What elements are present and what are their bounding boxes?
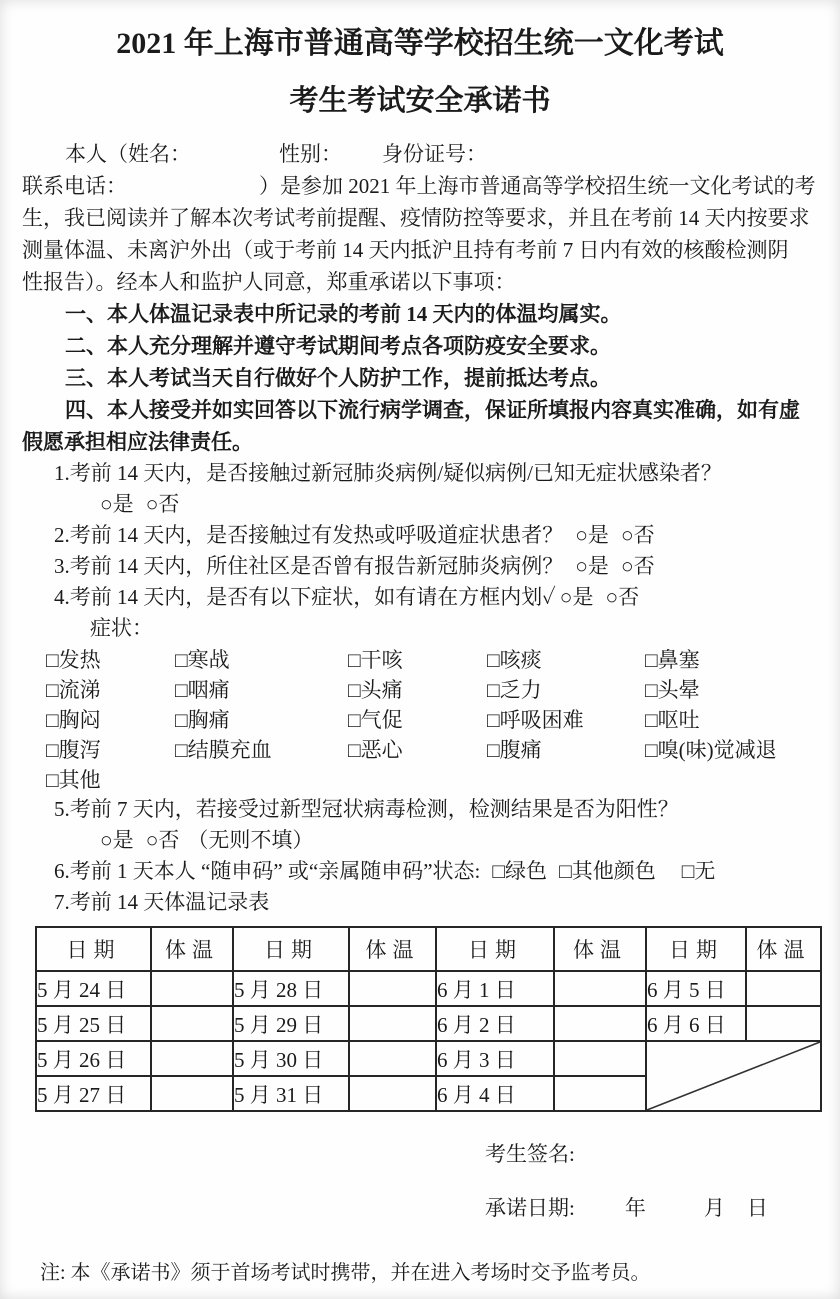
date-cell: 5 月 31 日: [233, 1076, 349, 1111]
signature-label: 考生签名:: [485, 1142, 575, 1166]
intro-line-5: 性报告）。经本人和监护人同意，郑重承诺以下事项：: [22, 270, 516, 294]
question-5: [54, 794, 822, 825]
radio-no-option[interactable]: ○否: [605, 585, 640, 609]
symptom-checkbox[interactable]: □气促: [348, 708, 403, 732]
temperature-cell[interactable]: [554, 1076, 646, 1111]
year-label: 年: [624, 1196, 646, 1220]
signature-block: [485, 1138, 822, 1224]
symptom-checkbox[interactable]: □胸痛: [175, 708, 230, 732]
date-cell: 6 月 6 日: [646, 1006, 746, 1041]
symptoms-label: 症状：: [90, 616, 153, 640]
symptom-checkbox[interactable]: □呕吐: [645, 708, 700, 732]
checkbox-other-color-option[interactable]: □其他颜色: [559, 859, 656, 883]
column-header-date: 日期: [233, 927, 349, 971]
date-cell: 5 月 25 日: [36, 1006, 151, 1041]
commitment-item-4: 四、本人接受并如实回答以下流行病学调查，保证所填报内容真实准确，如有虚: [65, 398, 800, 422]
question-2: [54, 520, 822, 551]
question-6: [54, 856, 822, 887]
temperature-cell[interactable]: [151, 971, 233, 1006]
intro-line-2: [22, 170, 822, 202]
column-header-date: 日期: [646, 927, 746, 971]
signature-line: [485, 1138, 822, 1170]
date-cell: 5 月 30 日: [233, 1041, 349, 1076]
commitment-item-1: 一、本人体温记录表中所记录的考前 14 天内的体温均属实。: [65, 302, 622, 326]
commitment-item-4-cont: 假愿承担相应法律责任。: [22, 430, 253, 454]
date-cell: 6 月 1 日: [436, 971, 554, 1006]
question-3: [54, 551, 822, 582]
checkbox-green-option[interactable]: □绿色: [492, 859, 548, 883]
date-cell: 5 月 29 日: [233, 1006, 349, 1041]
date-cell: 5 月 27 日: [36, 1076, 151, 1111]
gender-label: 性别：: [279, 142, 342, 166]
month-label: 月: [703, 1196, 725, 1220]
radio-yes-option[interactable]: ○是: [575, 554, 609, 578]
question-2-text: 2.考前 14 天内，是否接触过有发热或呼吸道症状患者？: [54, 523, 564, 547]
diagonal-line: [647, 1042, 820, 1110]
symptom-checkbox[interactable]: □乏力: [487, 678, 542, 702]
symptom-checkbox[interactable]: □结膜充血: [175, 738, 272, 762]
symptom-checkbox[interactable]: □其他: [46, 768, 101, 792]
page-subtitle: 考生考试安全承诺书: [289, 85, 551, 117]
phone-blank[interactable]: [127, 192, 259, 193]
temperature-cell[interactable]: [349, 1041, 436, 1076]
date-cell: 6 月 3 日: [436, 1041, 554, 1076]
date-cell: 6 月 5 日: [646, 971, 746, 1006]
temperature-cell[interactable]: [746, 1006, 821, 1041]
column-header-date: 日期: [436, 927, 554, 971]
symptom-checkbox[interactable]: □头晕: [645, 678, 700, 702]
footer-note: 注: 本《承诺书》须于首场考试时携带，并在进入考场时交予监考员。: [40, 1262, 651, 1284]
symptom-checkbox[interactable]: □嗅(味)觉减退: [645, 738, 777, 762]
table-row: [36, 971, 821, 1006]
question-1: [54, 458, 822, 489]
temperature-cell[interactable]: [554, 971, 646, 1006]
symptom-checkbox[interactable]: □干咳: [348, 648, 403, 672]
question-4-text: 4.考前 14 天内，是否有以下症状，如有请在方框内划✓: [54, 585, 556, 609]
radio-yes-option[interactable]: ○是: [100, 492, 134, 516]
date-cell: 5 月 24 日: [36, 971, 151, 1006]
page-title: 2021 年上海市普通高等学校招生统一文化考试: [116, 27, 724, 60]
radio-yes-option[interactable]: ○是: [559, 585, 594, 609]
question-3-text: 3.考前 14 天内，所住社区是否曾有报告新冠肺炎病例？: [54, 554, 564, 578]
column-header-date: 日期: [36, 927, 151, 971]
radio-no-option[interactable]: ○否: [145, 492, 180, 516]
symptom-checkbox[interactable]: □恶心: [348, 738, 403, 762]
checkbox-none-option[interactable]: □无: [681, 859, 716, 883]
radio-no-option[interactable]: ○否: [620, 523, 655, 547]
temperature-cell[interactable]: [554, 1006, 646, 1041]
date-label: 承诺日期:: [485, 1196, 575, 1220]
symptom-checkbox[interactable]: □胸闷: [46, 708, 101, 732]
symptom-checkbox[interactable]: □腹泻: [46, 738, 101, 762]
gender-blank[interactable]: [342, 160, 382, 161]
date-cell: 5 月 26 日: [36, 1041, 151, 1076]
radio-no-option[interactable]: ○否: [145, 828, 180, 852]
radio-no-option[interactable]: ○否: [620, 554, 655, 578]
merged-empty-cell: [646, 1041, 821, 1111]
temperature-cell[interactable]: [349, 1076, 436, 1111]
phone-label: 联系电话：: [22, 174, 127, 198]
radio-yes-option[interactable]: ○是: [100, 828, 134, 852]
symptom-checkbox[interactable]: □头痛: [348, 678, 403, 702]
commitment-item-2: 二、本人充分理解并遵守考试期间考点各项防疫安全要求。: [65, 334, 611, 358]
date-cell: 6 月 2 日: [436, 1006, 554, 1041]
intro-line-1: [22, 138, 822, 170]
temperature-cell[interactable]: [151, 1006, 233, 1041]
name-blank[interactable]: [191, 160, 279, 161]
question-5-options: [100, 825, 822, 856]
intro-line-3: 生，我已阅读并了解本次考试考前提醒、疫情防控等要求，并且在考前 14 天内按要求: [22, 206, 810, 230]
temperature-cell[interactable]: [349, 1006, 436, 1041]
document-body: [0, 138, 840, 1224]
symptom-checkbox[interactable]: □鼻塞: [645, 648, 700, 672]
table-row: [36, 1006, 821, 1041]
question-5-note: （无则不填）: [187, 828, 314, 852]
question-7: 7.考前 14 天体温记录表: [54, 890, 270, 914]
column-header-temp: 体温: [349, 927, 436, 971]
question-1-text: 1.考前 14 天内，是否接触过新冠肺炎病例/疑似病例/已知无症状感染者？: [54, 461, 722, 485]
symptom-checkbox[interactable]: □发热: [46, 648, 101, 672]
symptom-checkbox[interactable]: □咳痰: [487, 648, 542, 672]
table-header-row: [36, 927, 821, 971]
temperature-cell[interactable]: [746, 971, 821, 1006]
column-header-temp: 体温: [554, 927, 646, 971]
temperature-cell[interactable]: [151, 1041, 233, 1076]
temperature-table: [35, 926, 822, 1112]
symptom-checkbox[interactable]: □寒战: [175, 648, 230, 672]
date-cell: 6 月 4 日: [436, 1076, 554, 1111]
table-row: [36, 1041, 821, 1076]
id-label: 身份证号：: [382, 142, 487, 166]
date-cell: 5 月 28 日: [233, 971, 349, 1006]
question-4: [54, 582, 822, 613]
temperature-cell[interactable]: [349, 971, 436, 1006]
radio-yes-option[interactable]: ○是: [575, 523, 609, 547]
intro-text: ）是参加 2021 年上海市普通高等学校招生统一文化考试的考: [259, 174, 816, 198]
intro-line-4: 测量体温、未离沪外出（或于考前 14 天内抵沪且持有考前 7 日内有效的核酸检测阴: [22, 238, 789, 262]
question-1-options: [100, 489, 822, 520]
day-label: 日: [746, 1196, 768, 1220]
symptom-checkbox[interactable]: □流涕: [46, 678, 101, 702]
symptom-checkbox[interactable]: □腹痛: [487, 738, 542, 762]
symptom-checkbox[interactable]: □呼吸困难: [487, 708, 584, 732]
column-header-temp: 体温: [151, 927, 233, 971]
commitment-date-line: [485, 1192, 822, 1224]
question-5-text: 5.考前 7 天内，若接受过新型冠状病毒检测，检测结果是否为阳性？: [54, 797, 679, 821]
question-6-text: 6.考前 1 天本人 “随申码” 或“亲属随申码”状态:: [54, 859, 481, 883]
column-header-temp: 体温: [746, 927, 821, 971]
signature-blank[interactable]: [575, 1160, 707, 1161]
commitment-item-3: 三、本人考试当天自行做好个人防护工作，提前抵达考点。: [65, 366, 611, 390]
name-label: 本人（姓名：: [65, 142, 191, 166]
temperature-cell[interactable]: [554, 1041, 646, 1076]
temperature-cell[interactable]: [151, 1076, 233, 1111]
symptoms-grid: [46, 644, 822, 794]
symptom-checkbox[interactable]: □咽痛: [175, 678, 230, 702]
